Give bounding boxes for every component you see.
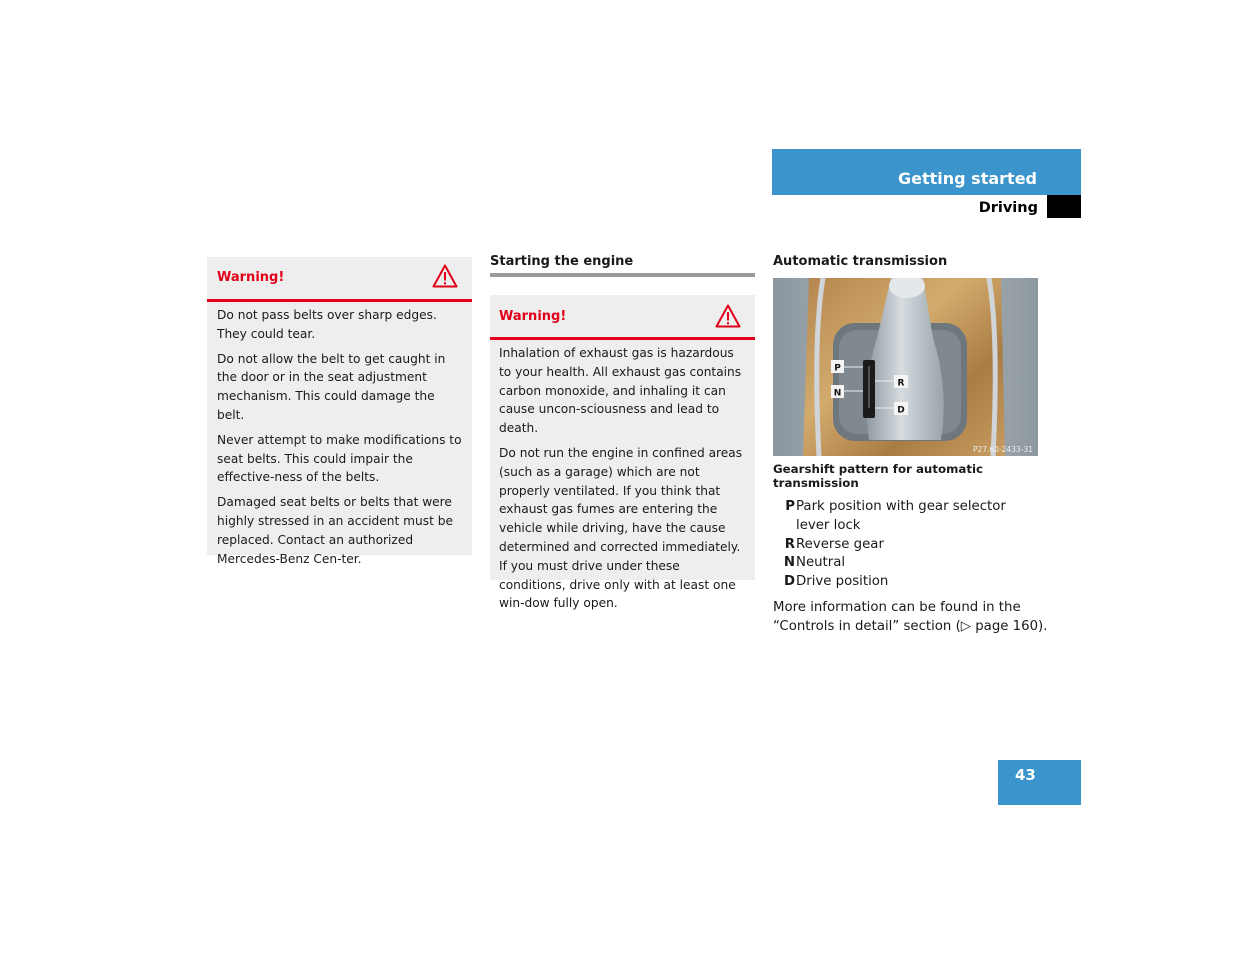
chapter-tab	[772, 149, 1081, 195]
automatic-transmission-heading: Automatic transmission	[773, 254, 948, 269]
exhaust-warning-box	[490, 295, 755, 611]
starting-engine-heading: Starting the engine	[490, 254, 634, 269]
warning-paragraph: Inhalation of exhaust gas is hazardous to your health. All exhaust gas contains carbon monoxide, and inhaling it can cause uncon-sciousness and lead to death.	[499, 346, 742, 436]
gear-item	[773, 498, 1038, 536]
gear-description: Reverse gear	[796, 536, 884, 552]
gear-key: D	[783, 574, 795, 590]
warning-paragraph: Damaged seat belts or belts that were highly stressed in an accident must be replaced. Contact an authorized Mercedes-Benz Cen-ter.	[217, 495, 453, 566]
gear-item	[773, 554, 1038, 573]
warning-header	[207, 257, 472, 302]
warning-header	[490, 295, 755, 340]
warning-paragraph: Do not allow the belt to get caught in the door or in the seat adjustment mechanism. This could damage the belt.	[217, 351, 446, 422]
warning-triangle-icon	[715, 304, 741, 328]
label-n: N	[833, 388, 842, 399]
page-number-box	[998, 760, 1081, 805]
warning-paragraph: Never attempt to make modifications to seat belts. This could impair the effective-ness of the belts.	[217, 432, 462, 485]
photo-code: P27.60-2433-31	[972, 445, 1033, 454]
gear-selector-illustration	[773, 278, 1038, 456]
label-r: R	[897, 378, 905, 389]
gear-description: Neutral	[796, 555, 846, 571]
warning-body	[207, 302, 472, 580]
page-number: 43	[1015, 766, 1036, 784]
warning-paragraph: Do not pass belts over sharp edges. They could tear.	[217, 308, 437, 341]
warning-label: Warning!	[217, 270, 285, 285]
warning-body	[490, 340, 755, 625]
heading-rule	[490, 273, 755, 277]
chapter-title: Getting started	[898, 169, 1037, 188]
warning-triangle-icon	[432, 264, 458, 288]
photo-caption: Gearshift pattern for automatic transmission	[773, 462, 984, 490]
gear-item	[773, 573, 1038, 592]
gear-key: N	[783, 555, 795, 571]
label-d: D	[897, 405, 905, 416]
gear-key: P	[785, 499, 795, 514]
section-marker	[1047, 195, 1081, 218]
gear-key: R	[784, 536, 795, 552]
warning-paragraph: Do not run the engine in confined areas (such as a garage) which are not properly ventilated. If you think that exhaust gas fumes are entering the vehicle while driving, have the cause determined and corrected immediately. If you must drive under these conditions, drive only with at least one win-dow fully open.	[499, 445, 743, 611]
label-p: P	[834, 363, 841, 374]
section-title: Driving	[978, 200, 1038, 216]
gear-description: Park position with gear selector lever lock	[796, 499, 1006, 533]
more-info-text: More information can be found in the “Controls in detail” section (▷ page 160).	[773, 600, 1048, 634]
gear-position-list	[773, 498, 1038, 592]
seatbelt-warning-box	[207, 257, 472, 566]
gear-item	[773, 536, 1038, 555]
gearshift-photo	[773, 278, 1038, 456]
gear-description: Drive position	[796, 574, 889, 590]
warning-label: Warning!	[499, 309, 567, 324]
